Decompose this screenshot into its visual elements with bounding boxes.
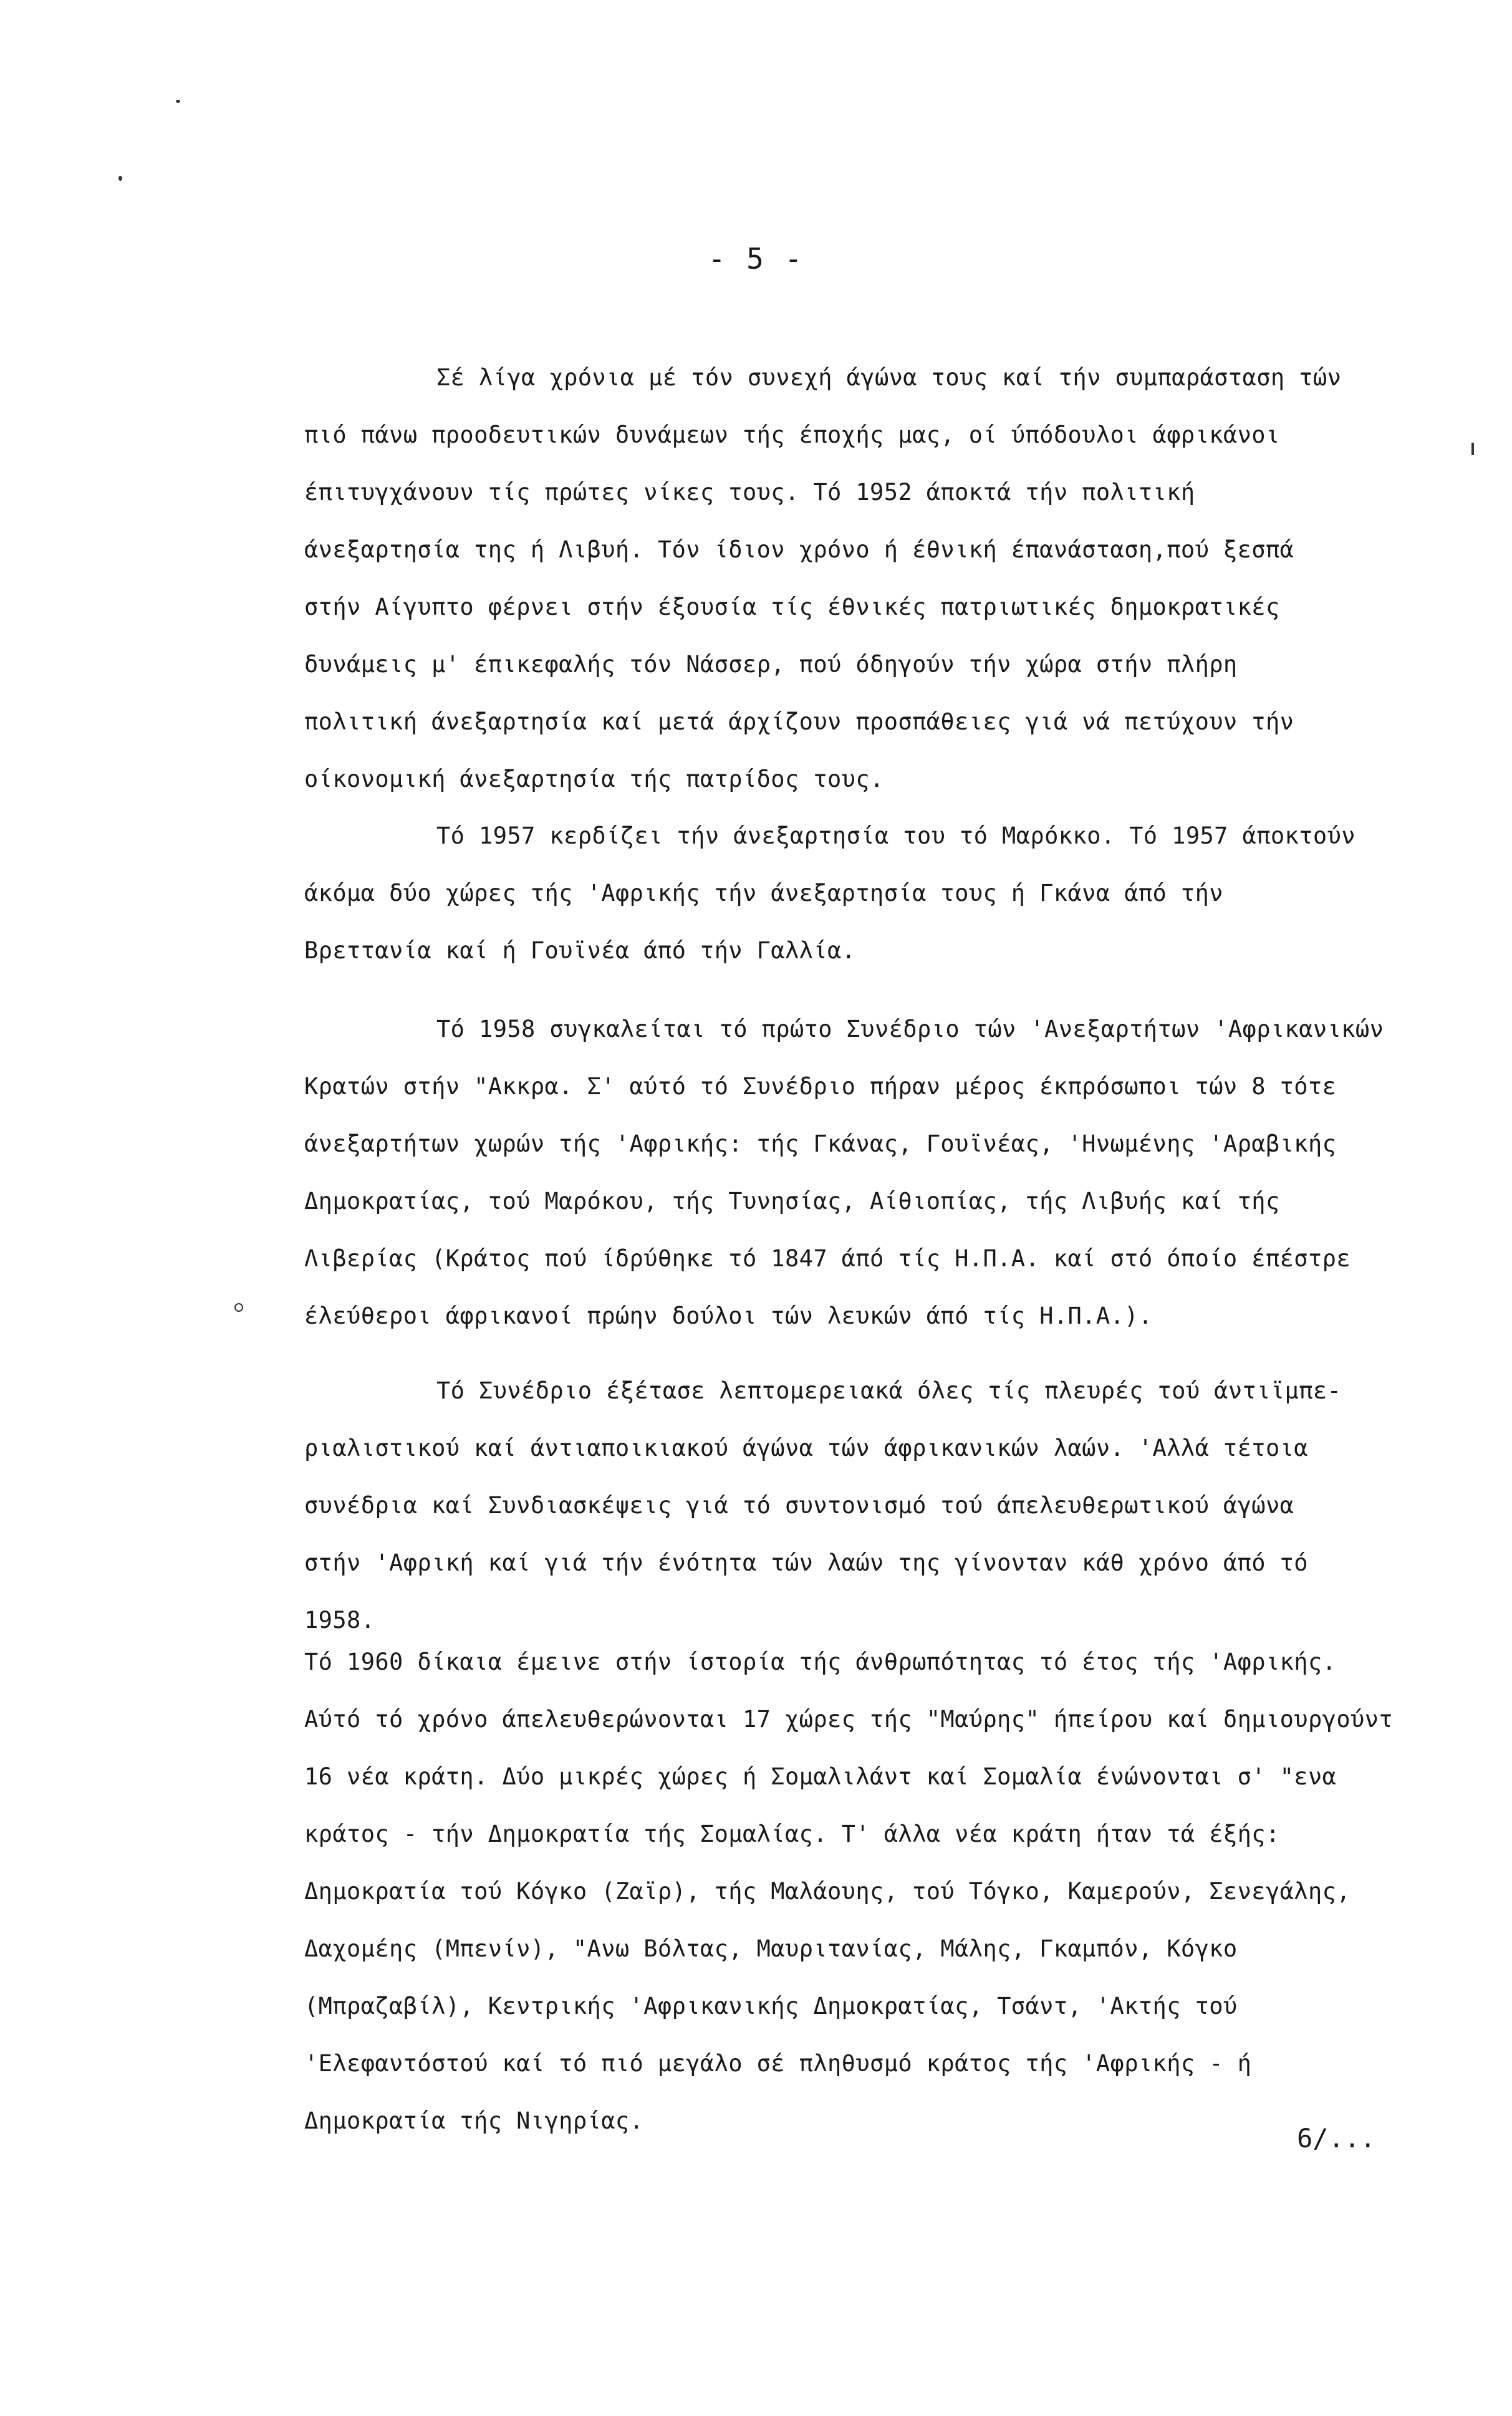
text-line: Τό Συνέδριο έξέτασε λεπτομερειακά όλες τίς πλευρές τού άντιϊμπε- [436, 1377, 1342, 1404]
text-line: Σέ λίγα χρόνια μέ τόν συνεχή άγώνα τους καί τήν συμπαράσταση τών [436, 364, 1342, 391]
text-line: πολιτική άνεξαρτησία καί μετά άρχίζουν προσπάθειες γιά νά πετύχουν τήν [304, 708, 1294, 735]
text-line: πιό πάνω προοδευτικών δυνάμεων τής έποχής μας, οί ύπόδουλοι άφρικάνοι [304, 421, 1280, 448]
continuation-marker: 6/... [1297, 2123, 1376, 2154]
text-line: έπιτυγχάνουν τίς πρώτες νίκες τους. Τό 1952 άποκτά τήν πολιτική [304, 479, 1195, 506]
text-line: Βρεττανία καί ή Γουϊνέα άπό τήν Γαλλία. [304, 937, 856, 964]
scan-speck [1471, 443, 1474, 455]
text-line: άνεξαρτήτων χωρών τής 'Αφρικής: τής Γκάνας, Γουϊνέας, 'Ηνωμένης 'Αραβικής [304, 1130, 1337, 1157]
text-line: στήν Αίγυπτο φέρνει στήν έξουσία τίς έθνικές πατριωτικές δημοκρατικές [304, 594, 1280, 620]
text-line: 'Ελεφαντόστού καί τό πιό μεγάλο σέ πληθυσμό κράτος τής 'Αφρικής - ή [304, 2050, 1252, 2077]
text-line: συνέδρια καί Συνδιασκέψεις γιά τό συντονισμό τού άπελευθερωτικού άγώνα [304, 1492, 1294, 1519]
text-line: στήν 'Αφρική καί γιά τήν ένότητα τών λαών της γίνονταν κάθ χρόνο άπό τό [304, 1549, 1308, 1576]
page-number: - 5 - [708, 242, 804, 276]
text-line: Τό 1960 δίκαια έμεινε στήν ίστορία τής άνθρωπότητας τό έτος τής 'Αφρικής. [304, 1648, 1337, 1675]
text-line: Λιβερίας (Κράτος πού ίδρύθηκε τό 1847 άπό τίς Η.Π.Α. καί στό όποίο έπέστρε [304, 1245, 1351, 1272]
text-line: Δημοκρατία τού Κόγκο (Ζαϊρ), τής Μαλάουης, τού Τόγκο, Καμερούν, Σενεγάλης, [304, 1878, 1351, 1905]
text-line: έλεύθεροι άφρικανοί πρώην δούλοι τών λευκών άπό τίς Η.Π.Α.). [304, 1302, 1153, 1329]
text-line: άνεξαρτησία της ή Λιβυή. Τόν ίδιον χρόνο ή έθνική έπανάσταση,πού ξεσπά [304, 536, 1294, 563]
text-line: Δαχομέης (Μπενίν), "Ανω Βόλτας, Μαυριτανίας, Μάλης, Γκαμπόν, Κόγκο [304, 1935, 1238, 1962]
text-line: (Μπραζαβίλ), Κεντρικής 'Αφρικανικής Δημοκρατίας, Τσάντ, 'Ακτής τού [304, 1993, 1238, 2019]
text-line: Τό 1958 συγκαλείται τό πρώτο Συνέδριο τών 'Ανεξαρτήτων 'Αφρικανικών [436, 1016, 1384, 1042]
text-line: 1958. [304, 1607, 375, 1634]
scan-speck [118, 176, 122, 181]
text-line: Δημοκρατία τής Νιγηρίας. [304, 2107, 644, 2134]
text-line: 16 νέα κράτη. Δύο μικρές χώρες ή Σομαλιλάντ καί Σομαλία ένώνονται σ' "ενα [304, 1763, 1337, 1790]
text-line: Αύτό τό χρόνο άπελευθερώνονται 17 χώρες τής "Μαύρης" ήπείρου καί δημιουργούντ [304, 1706, 1394, 1733]
text-line: ριαλιστικού καί άντιαποικιακού άγώνα τών άφρικανικών λαών. 'Αλλά τέτοια [304, 1435, 1308, 1461]
text-line: Κρατών στήν "Ακκρα. Σ' αύτό τό Συνέδριο πήραν μέρος έκπρόσωποι τών 8 τότε [304, 1073, 1337, 1100]
text-line: Δημοκρατίας, τού Μαρόκου, τής Τυνησίας, Αίθιοπίας, τής Λιβυής καί τής [304, 1188, 1280, 1215]
text-line: οίκονομική άνεξαρτησία τής πατρίδος τους. [304, 766, 884, 792]
text-line: κράτος - τήν Δημοκρατία τής Σομαλίας. Τ' άλλα νέα κράτη ήταν τά έξής: [304, 1821, 1280, 1847]
text-line: δυνάμεις μ' έπικεφαλής τόν Νάσσερ, πού όδηγούν τήν χώρα στήν πλήρη [304, 651, 1238, 678]
text-line: Τό 1957 κερδίζει τήν άνεξαρτησία του τό Μαρόκκο. Τό 1957 άποκτούν [436, 822, 1356, 849]
text-line: άκόμα δύο χώρες τής 'Αφρικής τήν άνεξαρτησία τους ή Γκάνα άπό τήν [304, 880, 1223, 907]
scan-speck [176, 100, 180, 103]
scan-speck [234, 1303, 243, 1312]
